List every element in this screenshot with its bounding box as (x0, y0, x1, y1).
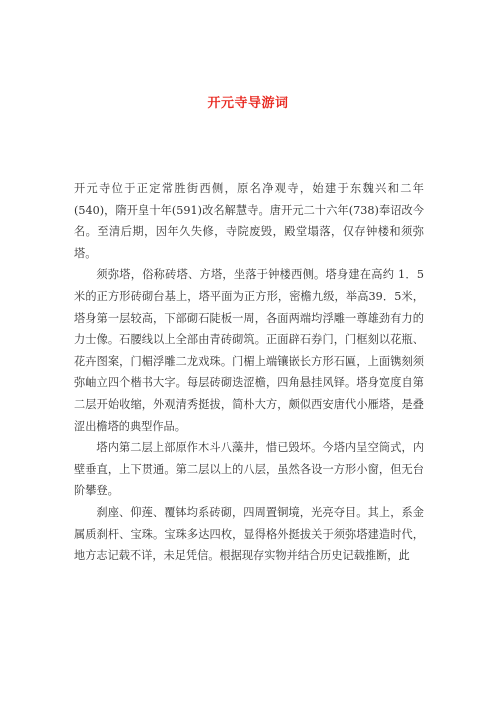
paragraph-3: 塔内第二层上部原作木斗八藻井，惜已毁坏。今塔内呈空筒式，内壁垂直，上下贯通。第二层以上的八层，虽然各设一方形小窗，但无台阶攀登。 (74, 441, 424, 498)
document-body (74, 178, 424, 567)
paragraph-2: 须弥塔，俗称砖塔、方塔，坐落于钟楼西侧。塔身建在高约 1．5 米的正方形砖砌台基上，塔平面为正方形，密檐九级，举高39．5米，塔身第一层较高，下部砌石陡板一周，各面两端均浮雕一尊雄劲有力的力士像。石腰线以上全部由青砖砌筑。正面辟石券门，门框刻以花瓶、花卉图案，门楣浮雕二龙戏珠。门楣上端镶嵌长方形石匾，上面镌刻须弥岫立四个楷书大字。每层砖砌迭涩檐，四角悬挂风铎。塔身宽度自第二层开始收缩，外观清秀挺拔，简朴大方，颇似西安唐代小雁塔，是叠涩出檐塔的典型作品。 (74, 268, 424, 433)
paragraph-1: 开元寺位于正定常胜街西侧，原名净观寺，始建于东魏兴和二年(540)，隋开皇十年(591)改名解慧寺。唐开元二十六年(738)奉诏改今名。至清后期，因年久失修，寺院废毁，殿堂塌落，仅存钟楼和须弥塔。 (74, 182, 424, 260)
document-title: 开元寺导游词 (207, 96, 289, 111)
paragraph-4: 刹座、仰莲、覆钵均系砖砌，四周置铜境，光亮夺目。其上，系金属质刹杆、宝珠。宝珠多达四枚，显得格外挺拔关于须弥塔建造时代，地方志记载不详，未足凭信。根据现存实物并结合历史记载推断，此 (74, 505, 424, 563)
